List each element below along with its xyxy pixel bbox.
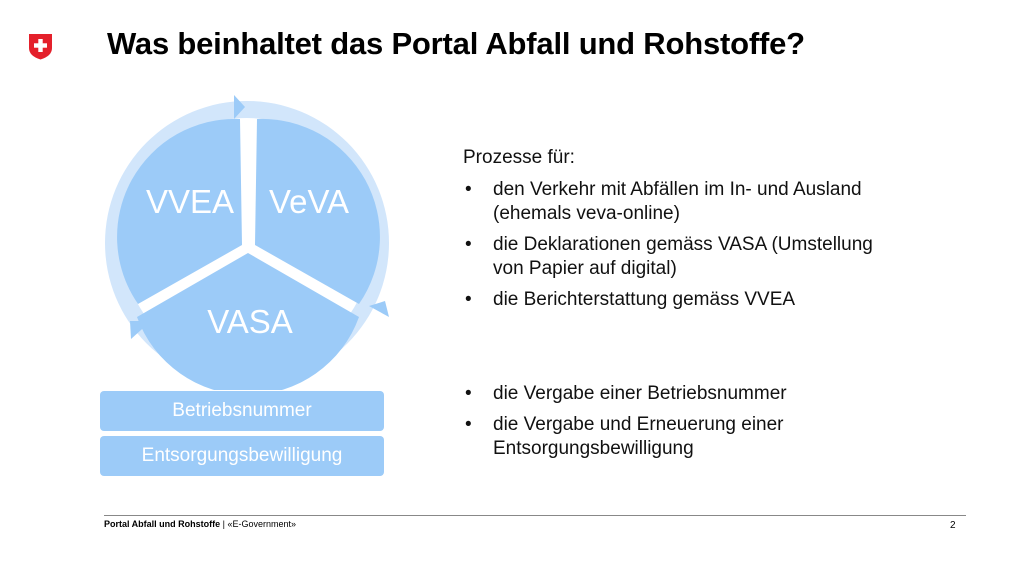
list-item: • die Deklarationen gemäss VASA (Umstellung von Papier auf digital) — [463, 233, 883, 281]
segment-label-vvea: VVEA — [145, 183, 235, 220]
list-item: • den Verkehr mit Abfällen im In- und Ausland (ehemals veva-online) — [463, 178, 883, 226]
footer-subtitle: «E-Government» — [227, 519, 297, 529]
content-lead: Prozesse für: — [463, 147, 575, 168]
box-entsorgungsbewilligung: Entsorgungsbewilligung — [100, 436, 384, 476]
footer-separator: | — [220, 519, 228, 529]
segment-label-veva: VeVA — [268, 183, 350, 220]
swiss-cross-icon — [28, 33, 53, 60]
process-list-secondary — [463, 382, 883, 461]
page-title: Was beinhaltet das Portal Abfall und Rohstoffe? — [107, 26, 805, 61]
list-item: • die Berichterstattung gemäss VVEA — [463, 288, 883, 312]
footer-label — [104, 519, 296, 529]
footer-divider — [104, 515, 966, 516]
segment-label-vasa: VASA — [207, 303, 293, 340]
process-list — [463, 178, 883, 312]
list-item: • die Vergabe einer Betriebsnummer — [463, 382, 883, 406]
page-number: 2 — [950, 520, 956, 531]
cycle-diagram — [95, 95, 400, 390]
list-item: • die Vergabe und Erneuerung einer Entsorgungsbewilligung — [463, 413, 883, 461]
content-text — [463, 146, 883, 468]
box-betriebsnummer: Betriebsnummer — [100, 391, 384, 431]
footer-title: Portal Abfall und Rohstoffe — [104, 519, 221, 529]
